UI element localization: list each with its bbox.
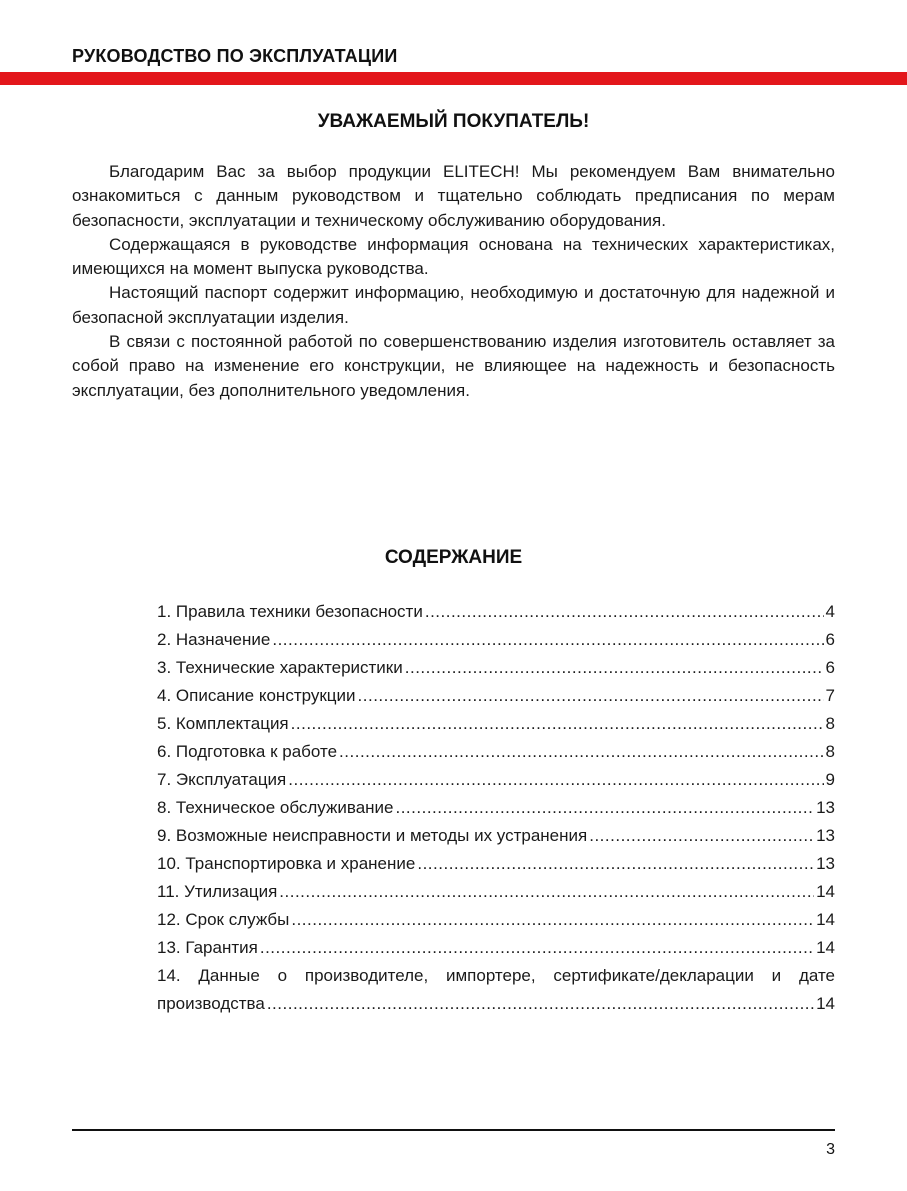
toc-leader-dots: [291, 906, 814, 934]
intro-paragraph: Содержащаяся в руководстве информация основана на технических характеристиках, имеющихся на момент выпуска руководства.: [72, 234, 835, 279]
toc-entry-page: 13: [816, 826, 835, 845]
toc-leader-dots: [272, 626, 823, 654]
toc-entry-label: 14. Данные о производителе, импортере, сертификате/декларации и дате: [157, 966, 835, 985]
toc-entry-page: 13: [816, 798, 835, 817]
toc-leader-dots: [358, 682, 824, 710]
toc-entry-page: 9: [825, 770, 835, 789]
toc-entry-label: 9. Возможные неисправности и методы их устранения: [157, 826, 588, 845]
footer-divider: [72, 1129, 835, 1131]
table-of-contents: [157, 598, 835, 1018]
toc-entry-disposal[interactable]: [157, 878, 835, 906]
header-accent-bar: [0, 72, 907, 85]
toc-entry-label: 3. Технические характеристики: [157, 658, 403, 677]
toc-entry-label: 11. Утилизация: [157, 882, 278, 901]
toc-entry-operation[interactable]: [157, 766, 835, 794]
toc-leader-dots: [291, 710, 824, 738]
toc-entry-safety[interactable]: [157, 598, 835, 626]
toc-entry-purpose[interactable]: [157, 626, 835, 654]
toc-leader-dots: [267, 990, 814, 1018]
toc-entry-label: 8. Техническое обслуживание: [157, 798, 394, 817]
toc-entry-page: 13: [816, 854, 835, 873]
intro-paragraph: В связи с постоянной работой по совершенствованию изделия изготовитель оставляет за собой право на изменение его конструкции, не влияющее на надежность и безопасность эксплуатации, без дополнительного уведомления.: [72, 332, 835, 400]
toc-entry-warranty[interactable]: [157, 934, 835, 962]
toc-entry-page: 14: [816, 994, 835, 1013]
toc-entry-service-life[interactable]: [157, 906, 835, 934]
intro-text: [72, 160, 835, 403]
toc-entry-manufacturer[interactable]: [157, 962, 835, 1018]
toc-leader-dots: [260, 934, 814, 962]
toc-leader-dots: [405, 654, 824, 682]
toc-entry-label-continued: производства: [157, 994, 265, 1013]
page-number: 3: [826, 1141, 835, 1158]
toc-entry-label: 10. Транспортировка и хранение: [157, 854, 416, 873]
toc-entry-transport[interactable]: [157, 850, 835, 878]
toc-entry-label: 12. Срок службы: [157, 910, 290, 929]
toc-entry-page: 8: [825, 714, 835, 733]
toc-entry-label: 6. Подготовка к работе: [157, 742, 338, 761]
toc-title: СОДЕРЖАНИЕ: [384, 547, 523, 568]
toc-entry-page: 7: [825, 686, 835, 705]
toc-leader-dots: [339, 738, 823, 766]
toc-entry-preparation[interactable]: [157, 738, 835, 766]
toc-entry-design[interactable]: [157, 682, 835, 710]
toc-entry-page: 14: [816, 910, 835, 929]
toc-entry-label: 13. Гарантия: [157, 938, 258, 957]
toc-entry-label: 4. Описание конструкции: [157, 686, 356, 705]
toc-entry-package[interactable]: [157, 710, 835, 738]
toc-entry-label: 5. Комплектация: [157, 714, 289, 733]
toc-entry-page: 14: [816, 882, 835, 901]
intro-paragraph: Настоящий паспорт содержит информацию, необходимую и достаточную для надежной и безопасной эксплуатации изделия.: [72, 283, 835, 327]
toc-leader-dots: [425, 598, 824, 626]
toc-entry-specs[interactable]: [157, 654, 835, 682]
toc-entry-page: 6: [825, 630, 835, 649]
toc-entry-label: 7. Эксплуатация: [157, 770, 287, 789]
toc-entry-page: 6: [825, 658, 835, 677]
toc-entry-page: 14: [816, 938, 835, 957]
toc-leader-dots: [589, 822, 814, 850]
greeting-title: УВАЖАЕМЫЙ ПОКУПАТЕЛЬ!: [317, 111, 590, 132]
toc-leader-dots: [279, 878, 814, 906]
toc-entry-troubleshooting[interactable]: [157, 822, 835, 850]
toc-leader-dots: [395, 794, 814, 822]
toc-entry-page: 4: [825, 602, 835, 621]
document-header-title: РУКОВОДСТВО ПО ЭКСПЛУАТАЦИИ: [72, 46, 398, 66]
toc-entry-label: 2. Назначение: [157, 630, 271, 649]
intro-paragraph: Благодарим Вас за выбор продукции ELITECH! Мы рекомендуем Вам внимательно ознакомиться с данным руководством и тщательно соблюдать предписания по мерам безопасности, эксплуатации и техническому обслуживанию оборудования.: [72, 162, 835, 230]
toc-entry-page: 8: [825, 742, 835, 761]
toc-leader-dots: [288, 766, 823, 794]
toc-entry-maintenance[interactable]: [157, 794, 835, 822]
toc-entry-label: 1. Правила техники безопасности: [157, 602, 423, 621]
toc-leader-dots: [417, 850, 814, 878]
